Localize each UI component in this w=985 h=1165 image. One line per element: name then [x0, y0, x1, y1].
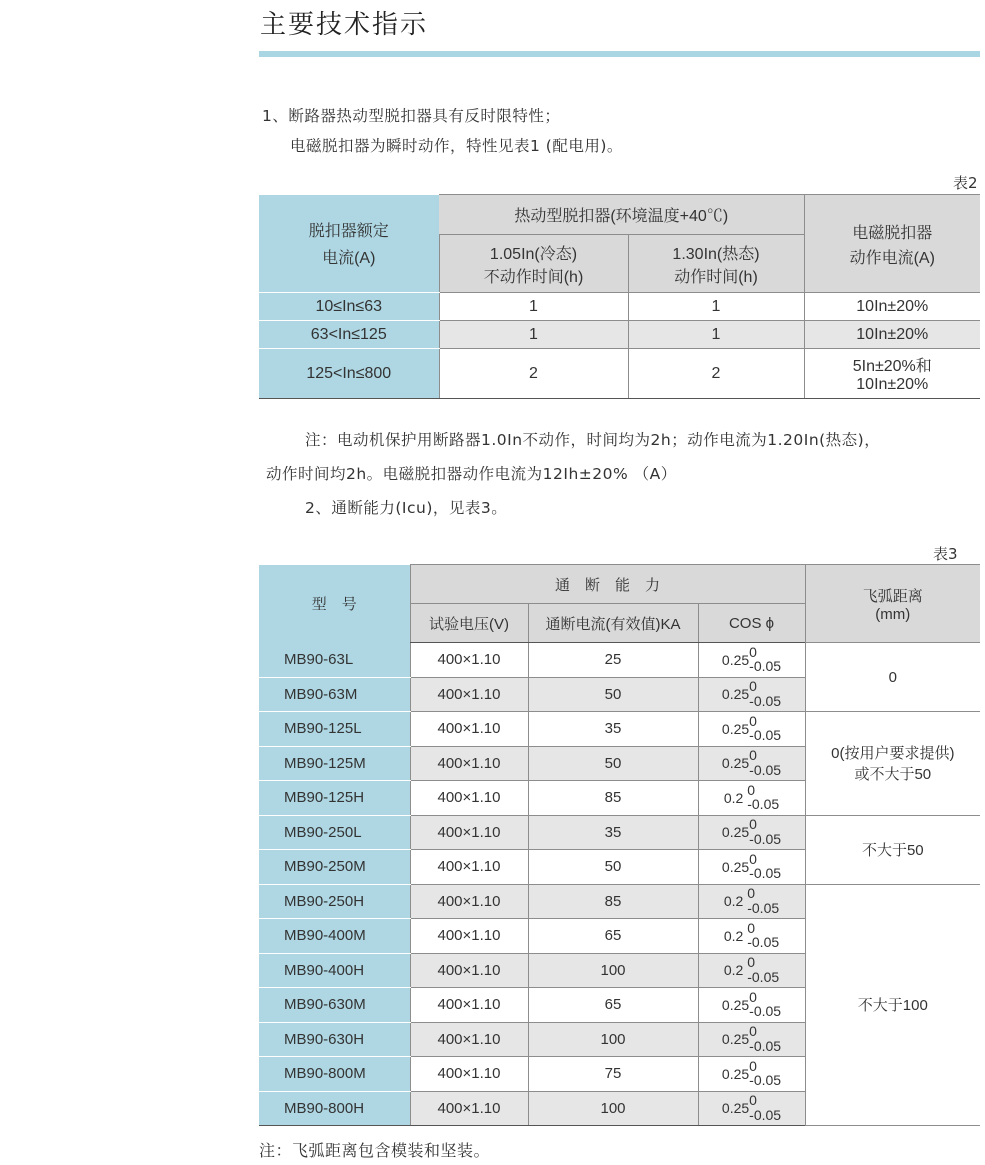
table-row: 63<In≤125 1 1 10In±20%: [259, 321, 980, 349]
voltage-cell: 400×1.10: [410, 850, 528, 885]
page-title: 主要技术指示: [260, 10, 429, 40]
cos-phi-cell: 0.25 0 -0.05: [698, 1022, 805, 1057]
header-model: 型 号: [259, 565, 410, 643]
current-cell: 85: [528, 781, 698, 816]
voltage-cell: 400×1.10: [410, 1057, 528, 1092]
cos-phi-cell: 0.25 0 -0.05: [698, 988, 805, 1023]
cos-phi-cell: 0.25 0 -0.05: [698, 850, 805, 885]
table2-label: 表2: [953, 174, 978, 192]
current-cell: 35: [528, 815, 698, 850]
current-cell: 50: [528, 850, 698, 885]
cos-phi-cell: 0.25 0 -0.05: [698, 643, 805, 678]
voltage-cell: 400×1.10: [410, 953, 528, 988]
title-underline: [259, 51, 980, 57]
table-row: [259, 815, 980, 850]
model-cell: MB90-125H: [259, 781, 410, 816]
model-cell: MB90-800H: [259, 1091, 410, 1126]
cos-phi-cell: 0.25 0 -0.05: [698, 1057, 805, 1092]
model-cell: MB90-400H: [259, 953, 410, 988]
intro-line-1: 1、断路器热动型脱扣器具有反时限特性；: [262, 107, 561, 125]
table-row: 125<In≤800 2 2 5In±20%和 10In±20%: [259, 349, 980, 399]
table-row: 10≤In≤63 1 1 10In±20%: [259, 293, 980, 321]
cos-phi-cell: 0.25 0 -0.05: [698, 815, 805, 850]
header-cold-state: 1.05In(冷态) 不动作时间(h): [439, 235, 628, 293]
voltage-cell: 400×1.10: [410, 919, 528, 954]
model-cell: MB90-630H: [259, 1022, 410, 1057]
voltage-cell: 400×1.10: [410, 1022, 528, 1057]
model-cell: MB90-800M: [259, 1057, 410, 1092]
header-arc-distance: 飞弧距离 (mm): [805, 565, 980, 643]
cos-phi-cell: 0.2 0 -0.05: [698, 781, 805, 816]
table-row: [259, 712, 980, 747]
arc-distance-cell: 不大于50: [805, 815, 980, 884]
cos-phi-cell: 0.2 0 -0.05: [698, 919, 805, 954]
model-cell: MB90-630M: [259, 988, 410, 1023]
cos-phi-cell: 0.25 0 -0.05: [698, 712, 805, 747]
note-line-1: 注：电动机保护用断路器1.0In不动作，时间均为2h；动作电流为1.20In(热态)，: [305, 431, 881, 449]
cos-phi-cell: 0.2 0 -0.05: [698, 953, 805, 988]
header-magnetic-trip: 电磁脱扣器 动作电流(A): [804, 195, 980, 293]
model-cell: MB90-400M: [259, 919, 410, 954]
table3-label: 表3: [933, 545, 958, 563]
footer-note: 注：飞弧距离包含模装和坚装。: [259, 1141, 491, 1160]
model-cell: MB90-250M: [259, 850, 410, 885]
section-2-heading: 2、通断能力(Icu)，见表3。: [305, 499, 508, 517]
arc-distance-cell: 不大于100: [805, 884, 980, 1126]
current-cell: 100: [528, 1022, 698, 1057]
model-cell: MB90-250H: [259, 884, 410, 919]
voltage-cell: 400×1.10: [410, 815, 528, 850]
model-cell: MB90-250L: [259, 815, 410, 850]
voltage-cell: 400×1.10: [410, 712, 528, 747]
current-cell: 85: [528, 884, 698, 919]
model-cell: MB90-125L: [259, 712, 410, 747]
header-cos-phi: COS ϕ: [698, 604, 805, 643]
voltage-cell: 400×1.10: [410, 988, 528, 1023]
intro-line-2: 电磁脱扣器为瞬时动作，特性见表1 (配电用)。: [290, 137, 623, 155]
header-breaking-current: 通断电流(有效值)KA: [528, 604, 698, 643]
arc-distance-cell: 0(按用户要求提供) 或不大于50: [805, 712, 980, 816]
voltage-cell: 400×1.10: [410, 1091, 528, 1126]
current-cell: 65: [528, 988, 698, 1023]
current-cell: 75: [528, 1057, 698, 1092]
voltage-cell: 400×1.10: [410, 781, 528, 816]
table-row: [259, 643, 980, 678]
current-cell: 100: [528, 953, 698, 988]
voltage-cell: 400×1.10: [410, 677, 528, 712]
current-cell: 25: [528, 643, 698, 678]
tripping-characteristics-table: [259, 194, 980, 399]
breaking-capacity-table: [259, 564, 980, 1126]
note-line-2: 动作时间均2h。电磁脱扣器动作电流为12Ih±20% （A）: [266, 465, 677, 483]
voltage-cell: 400×1.10: [410, 643, 528, 678]
header-hot-state: 1.30In(热态) 动作时间(h): [628, 235, 804, 293]
current-cell: 50: [528, 746, 698, 781]
current-cell: 50: [528, 677, 698, 712]
model-cell: MB90-125M: [259, 746, 410, 781]
cos-phi-cell: 0.25 0 -0.05: [698, 746, 805, 781]
current-cell: 65: [528, 919, 698, 954]
arc-distance-cell: 0: [805, 643, 980, 712]
cos-phi-cell: 0.25 0 -0.05: [698, 1091, 805, 1126]
voltage-cell: 400×1.10: [410, 884, 528, 919]
table-row: [259, 884, 980, 919]
current-cell: 35: [528, 712, 698, 747]
header-thermal-trip: 热动型脱扣器(环境温度+40℃): [439, 195, 804, 235]
header-test-voltage: 试验电压(V): [410, 604, 528, 643]
header-breaking-capacity: 通 断 能 力: [410, 565, 805, 604]
header-rated-current: 脱扣器额定 电流(A): [259, 195, 439, 293]
model-cell: MB90-63L: [259, 643, 410, 678]
current-cell: 100: [528, 1091, 698, 1126]
voltage-cell: 400×1.10: [410, 746, 528, 781]
cos-phi-cell: 0.2 0 -0.05: [698, 884, 805, 919]
model-cell: MB90-63M: [259, 677, 410, 712]
cos-phi-cell: 0.25 0 -0.05: [698, 677, 805, 712]
